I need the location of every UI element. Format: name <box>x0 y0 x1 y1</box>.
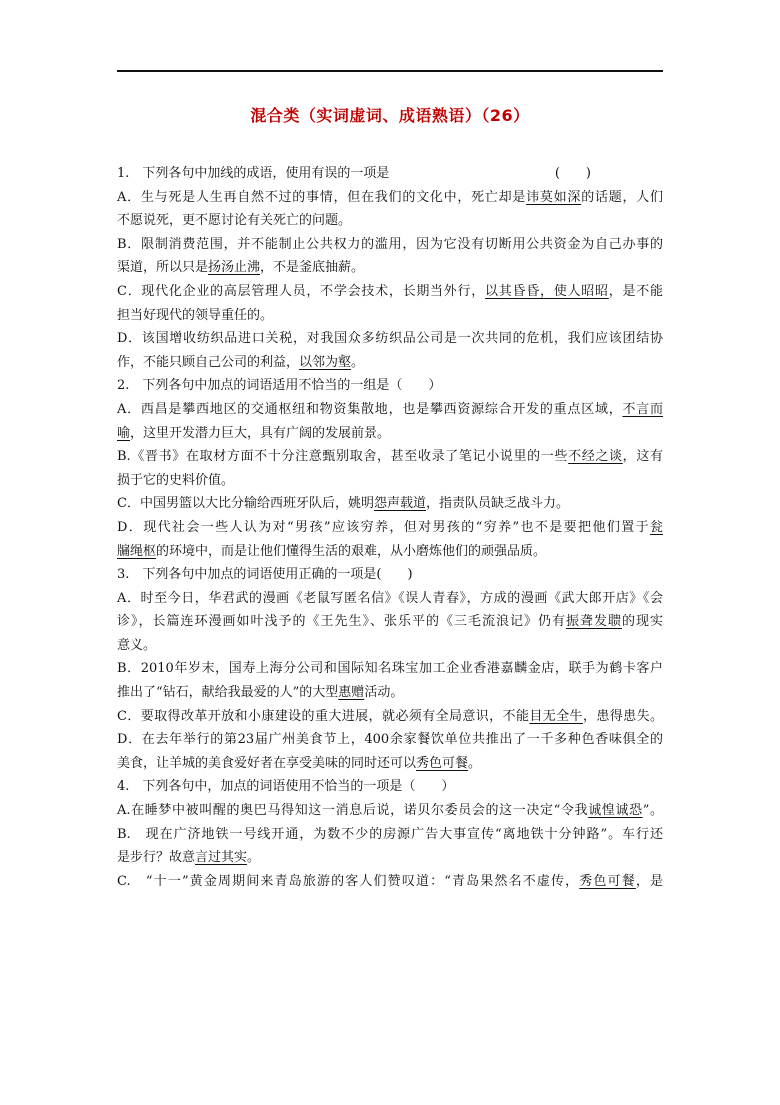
question-1-stem: 1. 下列各句中加线的成语，使用有误的一项是 ( ) <box>117 162 663 186</box>
q1-option-c: C．现代化企业的高层管理人员，不学会技术，长期当外行，以其昏昏，使人昭昭，是不能 <box>117 283 663 299</box>
underlined-term: 讳莫如深 <box>526 189 582 205</box>
underlined-term: 惠赠 <box>338 685 365 701</box>
q2-option-a: A．西昌是攀西地区的交通枢纽和物资集散地，也是攀西资源综合开发的重点区域，不言而 <box>117 401 663 417</box>
underlined-term: 牖绳枢 <box>117 543 157 559</box>
question-3-stem: 3. 下列各句中加点的词语使用正确的一项是( ) <box>117 567 413 583</box>
q2-option-d-cont: 牖绳枢的环境中，而是让他们懂得生活的艰难，从小磨炼他们的顽强品质。 <box>117 543 547 559</box>
underlined-term: 怨声载道 <box>373 496 426 512</box>
question-4-stem: 4. 下列各句中，加点的词语使用不恰当的一项是（ ） <box>117 779 455 795</box>
underlined-term: 秀色可餐 <box>579 873 636 889</box>
q1-option-b: B．限制消费范围，并不能制止公共权力的滥用，因为它没有切断用公共资金为自己办事的 <box>117 236 663 252</box>
underlined-term: 秀色可餐 <box>416 755 469 771</box>
header-rule <box>117 70 663 72</box>
underlined-term: 不经之谈 <box>568 449 623 465</box>
q3-option-c: C．要取得改革开放和小康建设的重大进展，就必须有全局意识，不能目无全牛，患得患失。 <box>117 708 663 724</box>
q3-option-b-cont: 推出了“钻石，献给我最爱的人”的大型惠赠活动。 <box>117 685 404 701</box>
underlined-term: 目无全牛 <box>529 708 583 724</box>
q2-option-c: C．中国男篮以大比分输给西班牙队后，姚明怨声载道，指责队员缺乏战斗力。 <box>117 496 569 512</box>
underlined-term: 瓮 <box>649 519 663 535</box>
underlined-term: 不言而 <box>622 401 663 417</box>
q1-option-d-cont: 作，不能只顾自己公司的利益，以邻为壑。 <box>117 354 365 370</box>
q4-option-a: A.在睡梦中被叫醒的奥巴马得知这一消息后说，诺贝尔委员会的这一决定“令我诚惶诚恐”。 <box>117 803 663 819</box>
document-body <box>117 162 663 893</box>
q1-option-b-cont: 渠道，所以只是扬汤止沸，不是釜底抽薪。 <box>117 260 365 276</box>
q3-option-a: A．时至今日，华君武的漫画《老鼠写匿名信》《误人青春》，方成的漫画《武大郎开店》《会 <box>117 590 663 606</box>
q2-option-b: B.《晋书》在取材方面不十分注意甄别取舍，甚至收录了笔记小说里的一些不经之谈，这有 <box>117 449 663 465</box>
page-title: 混合类（实词虚词、成语熟语）（26） <box>250 106 530 125</box>
q3-option-d: D．在去年举行的第23届广州美食节上，400余家餐饮单位共推出了一千多种色香味俱全的 <box>117 732 663 748</box>
underlined-term: 以其昏昏，使人昭昭 <box>485 283 609 299</box>
q2-option-d: D．现代社会一些人认为对“男孩”应该穷养，但对男孩的“穷养”也不是要把他们置于瓮 <box>117 519 663 535</box>
underlined-term: 扬汤止沸 <box>208 260 261 276</box>
q4-option-c: C. “十一”黄金周期间来青岛旅游的客人们赞叹道：“青岛果然名不虚传，秀色可餐，是 <box>117 873 663 889</box>
q1-option-d: D．该国增收纺织品进口关税，对我国众多纺织品公司是一次共同的危机，我们应该团结协 <box>117 331 663 347</box>
underlined-term: 振聋发聩 <box>565 614 622 630</box>
underlined-term: 言过其实 <box>195 850 248 866</box>
q1-option-a-cont: 不愿说死，更不愿讨论有关死亡的问题。 <box>117 213 352 229</box>
q1-option-a: A．生与死是人生再自然不过的事情，但在我们的文化中，死亡却是讳莫如深的话题，人们 <box>117 189 663 205</box>
q4-option-b-cont: 是步行？故意言过其实。 <box>117 850 261 866</box>
question-2-stem: 2. 下列各句中加点的词语适用不恰当的一组是（ ） <box>117 378 442 394</box>
q3-option-a-cont: 诊》，长篇连环漫画如叶浅予的《王先生》、张乐平的《三毛流浪记》仍有振聋发聩的现实 <box>117 614 663 630</box>
q3-option-a-end: 意义。 <box>117 637 157 653</box>
q3-option-b: B．2010年岁末，国寿上海分公司和国际知名珠宝加工企业香港嘉麟金店，联手为鹤卡客户 <box>117 661 663 677</box>
q3-option-d-cont: 美食，让羊城的美食爱好者在享受美味的同时还可以秀色可餐。 <box>117 755 482 771</box>
underlined-term: 以邻为壑 <box>299 354 352 370</box>
q4-option-b: B. 现在广济地铁一号线开通，为数不少的房源广告大事宣传“离地铁十分钟路”。车行还 <box>117 826 663 842</box>
answer-blank: ( ) <box>554 166 591 181</box>
q1-option-c-cont: 担当好现代的领导重任的。 <box>117 307 274 323</box>
q2-option-b-cont: 损于它的史料价值。 <box>117 472 235 488</box>
q2-option-a-cont: 喻，这里开发潜力巨大，具有广阔的发展前景。 <box>117 425 391 441</box>
underlined-term: 诚惶诚恐 <box>588 803 643 819</box>
underlined-term: 喻 <box>117 425 131 441</box>
